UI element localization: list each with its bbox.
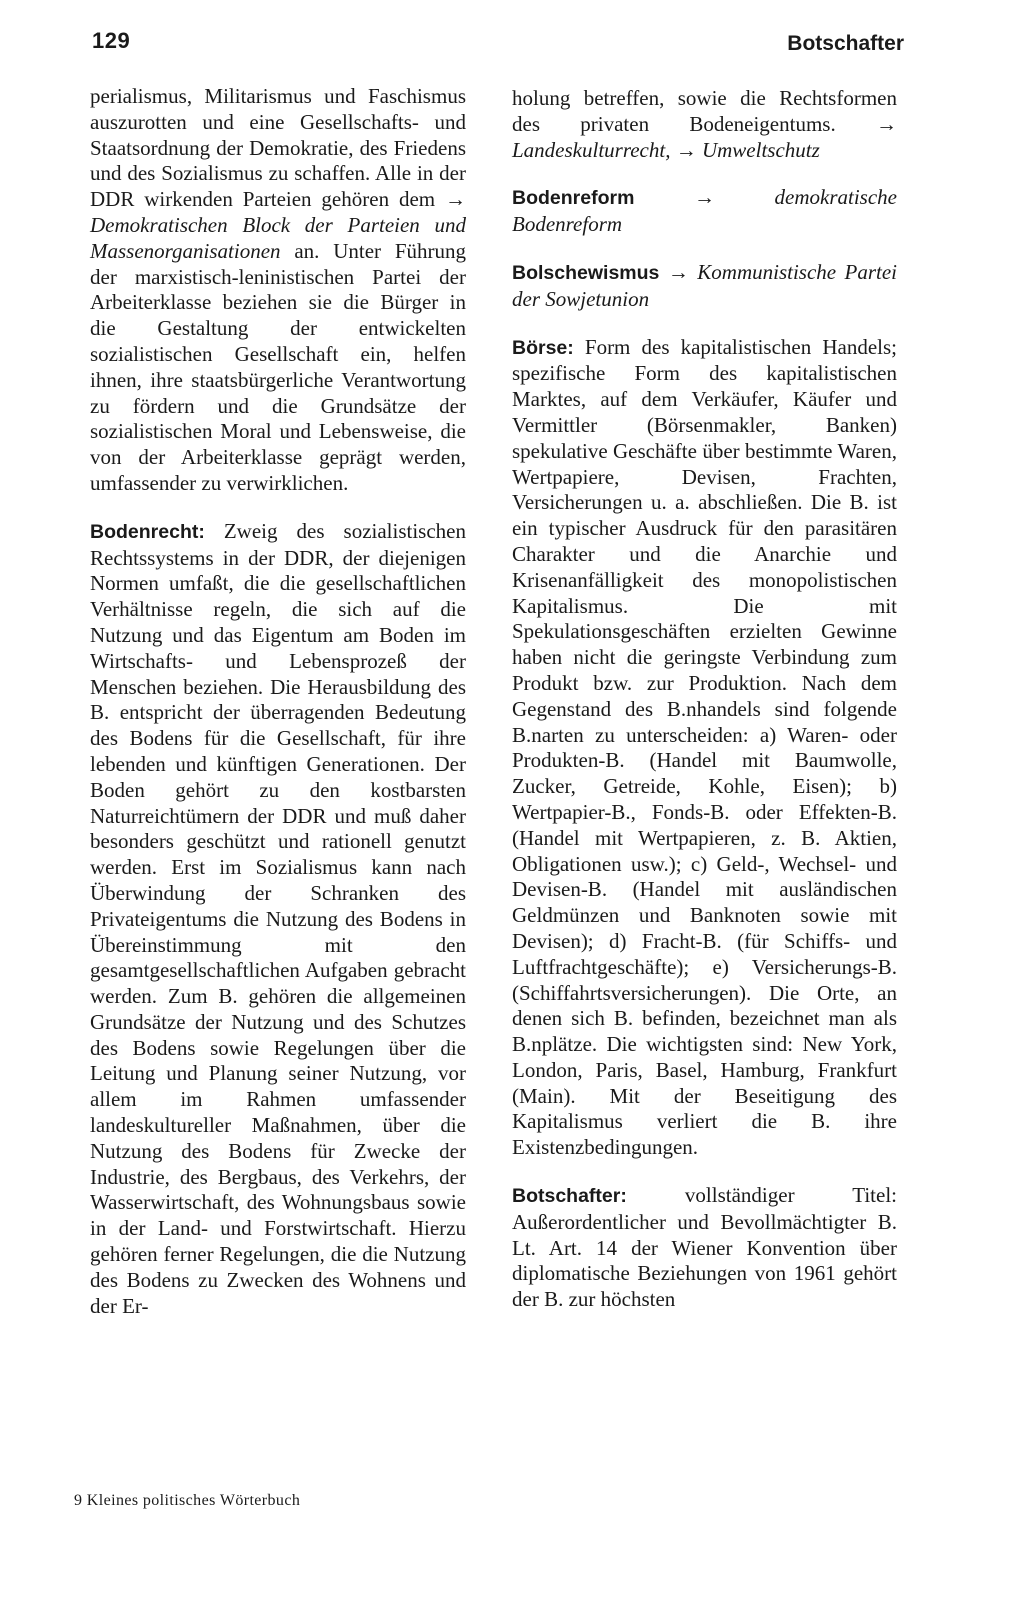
entry-botschafter [512,1183,897,1313]
cross-reference: demokratische Bodenreform [512,185,897,237]
entry-continuation [90,84,466,497]
entry-continuation [512,86,897,163]
arrow-right-icon: → [876,111,897,136]
entry-bodenrecht [90,519,466,1320]
signature-footer: 9 Kleines politisches Wörterbuch [74,1492,301,1509]
right-column [512,86,897,1313]
running-head: Botschafter [787,32,904,55]
continuation-text-a: perialismus, Militarismus und Faschismus auszurotten und eine Gesellschafts- und Staatsordnung der Demokratie, des Friedens und des Sozialismus zu schaffen. Alle in der DDR wirkenden Parteien gehören dem [90,84,466,212]
arrow-right-icon: → [445,187,466,212]
arrow-right-icon: → [693,185,715,210]
entry-text: Form des kapitalistischen Handels; spezifische Form des kapitalistischen Marktes, auf dem Verkäufer, Käufer und Vermittler (Börsenmakler, Banken) spekulative Geschäfte über bestimmte Waren, Wertpapiere, Devisen, Frachten, Versicherungen u. a. abschließen. Die B. ist ein typischer Ausdruck für den parasitären Charakter und die Anarchie und Krisenanfälligkeit des monopolistischen Kapitalismus. Die mit Spekulationsgeschäften erzielten Gewinne haben nicht die geringste Verbindung zum Produkt bzw. zur Produktion. Nach dem Gegenstand des B.nhandels sind folgende B.narten zu unterscheiden: a) Waren- oder Produkten-B. (Handel mit Baumwolle, Zucker, Getreide, Kohle, Eisen); b) Wertpapier-B., Fonds-B. oder Effekten-B. (Handel mit Wertpapieren, z. B. Aktien, Obligationen usw.); c) Geld-, Wechsel- und Devisen-B. (Handel mit ausländischen Geldmünzen und Banknoten sowie mit Devisen); d) Fracht-B. (für Schiffs- und Luftfrachtgeschäfte); e) Versicherungs-B. (Schiffahrtsversicherungen). Die Orte, an denen sich B. befinden, bezeichnet man als B.nplätze. Die wichtigsten sind: New York, London, Paris, Basel, Hamburg, Frankfurt (Main). Mit der Beseitigung des Kapitalismus verliert die B. ihre Existenzbedingungen. [512,334,897,1160]
entry-lemma: Bolschewismus [512,261,660,284]
cross-reference: Kommunistische Partei der Sowjetunion [512,259,898,311]
entry-boerse [512,335,897,1162]
entry-text: Zweig des sozialistischen Rechtssystems in der DDR, der diejenigen Normen umfaßt, die die gesellschaftlichen Verhältnisse regeln, die sich auf die Nutzung und das Eigentum am Boden im Wirtschafts- und Lebensprozeß der Menschen beziehen. Die Herausbildung des B. entspricht der überragenden Bedeutung des Bodens für die Gesellschaft, für ihre lebenden und künftigen Generationen. Der Boden gehört zu den kostbarsten Naturreichtümern der DDR und muß daher besonders geschützt und rationell genutzt werden. Erst im Sozialismus kann nach Überwindung der Schranken des Privateigentums die Nutzung des Bodens in Übereinstimmung mit den gesamtgesellschaftlichen Aufgaben gebracht werden. Zum B. gehören die allgemeinen Grundsätze der Nutzung und des Schutzes des Bodens sowie Regelungen über die Leitung und Planung seiner Nutzung, vor allem im Rahmen umfassender landeskultureller Maßnahmen, über die Nutzung des Bodens für Zwecke der Industrie, des Bergbaus, des Verkehrs, der Wasserwirtschaft, des Wohnungsbaus sowie in der Land- und Forstwirtschaft. Hierzu gehören ferner Regelungen, die die Nutzung des Bodens zu Zwecken des Wohnens und der Er- [90,518,466,1318]
entry-lemma: Botschafter: [512,1185,627,1208]
entry-lemma: Börse: [512,336,574,359]
cross-reference: Umweltschutz [701,137,820,162]
arrow-right-icon: → [667,259,689,284]
left-column [90,84,466,1319]
cross-reference: Landeskulturrecht, [512,137,671,162]
continuation-text-b: an. Unter Führung der marxistisch-leninistischen Partei der Arbeiterklasse beziehen sie die Bürger in die Gestaltung der entwickelten sozialistischen Gesellschaft ein, helfen ihnen, ihre staatsbürgerliche Verantwortung zu fördern und die Grundsätze der sozialistischen Moral und Lebensweise, die von der Arbeiterklasse geprägt werden, umfassender zu verwirklichen. [90,238,466,495]
arrow-right-icon: → [675,137,697,162]
entry-text: vollständiger Titel: Außerordentlicher und Bevollmächtigter B. Lt. Art. 14 der Wiener Konvention über diplomatische Beziehungen von 1961 gehört der B. zur höchsten [512,1183,897,1312]
continuation-text: holung betreffen, sowie die Rechtsformen des privaten Bodeneigentums. [512,86,897,136]
cross-reference: Demokratischen Block der Parteien und Massenorganisationen [90,212,466,263]
page-number: 129 [92,28,131,53]
entry-lemma: Bodenreform [512,187,635,210]
entry-bolschewismus [512,260,897,313]
entry-lemma: Bodenrecht: [90,520,205,543]
entry-bodenreform [512,185,897,238]
